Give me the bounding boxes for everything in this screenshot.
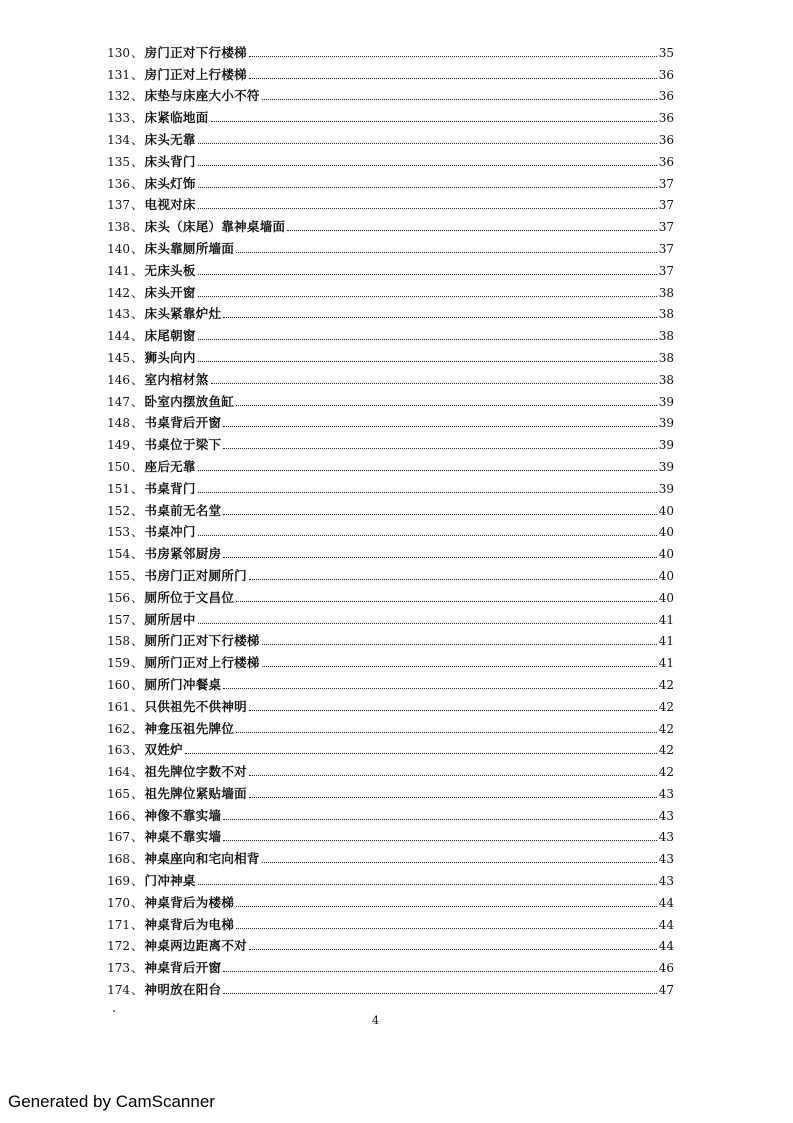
toc-entry bbox=[92, 387, 674, 409]
toc-entry bbox=[92, 539, 674, 561]
toc-entry bbox=[92, 605, 674, 627]
toc-entry-separator: 、 bbox=[131, 458, 144, 474]
toc-entry-number: 133 bbox=[107, 111, 130, 126]
toc-entry-separator: 、 bbox=[131, 328, 144, 344]
toc-entry-separator: 、 bbox=[131, 415, 144, 431]
toc-entry-dot-leader bbox=[236, 600, 657, 602]
toc-entry bbox=[92, 212, 674, 234]
toc-entry-number: 144 bbox=[107, 329, 130, 344]
toc-entry-number: 152 bbox=[107, 503, 130, 518]
toc-entry-number: 157 bbox=[107, 612, 130, 627]
toc-entry-dot-leader bbox=[236, 251, 657, 253]
toc-entry-separator: 、 bbox=[131, 284, 144, 300]
toc-entry-dot-leader bbox=[198, 273, 657, 275]
toc-entry-separator: 、 bbox=[131, 742, 144, 758]
toc-entry-separator: 、 bbox=[131, 393, 144, 409]
toc-entry-page-number: 41 bbox=[658, 612, 674, 627]
toc-entry bbox=[92, 583, 674, 605]
toc-entry-title: 神桌背后为楼梯 bbox=[144, 894, 235, 910]
toc-entry-separator: 、 bbox=[131, 611, 144, 627]
toc-entry-dot-leader bbox=[287, 229, 656, 231]
toc-entry-title: 神桌两边距离不对 bbox=[144, 938, 247, 954]
toc-entry-dot-leader bbox=[223, 425, 656, 427]
toc-entry-page-number: 37 bbox=[658, 263, 674, 278]
toc-entry-page-number: 39 bbox=[658, 438, 674, 453]
toc-entry-title: 神明放在阳台 bbox=[144, 982, 222, 998]
toc-entry bbox=[92, 234, 674, 256]
toc-entry-separator: 、 bbox=[131, 698, 144, 714]
toc-entry-page-number: 47 bbox=[658, 983, 674, 998]
toc-entry bbox=[92, 191, 674, 213]
toc-entry bbox=[92, 866, 674, 888]
toc-entry-dot-leader bbox=[236, 731, 657, 733]
toc-entry-number: 174 bbox=[107, 983, 130, 998]
table-of-contents bbox=[92, 38, 674, 997]
toc-entry-separator: 、 bbox=[131, 131, 144, 147]
toc-entry-title: 床垫与床座大小不符 bbox=[144, 88, 260, 104]
toc-entry-title: 床尾朝窗 bbox=[144, 328, 196, 344]
toc-entry-separator: 、 bbox=[131, 873, 144, 889]
toc-entry-page-number: 44 bbox=[658, 917, 674, 932]
toc-entry-title: 卧室内摆放鱼缸 bbox=[144, 393, 235, 409]
toc-entry bbox=[92, 932, 674, 954]
toc-entry bbox=[92, 518, 674, 540]
toc-entry-title: 书房紧邻厨房 bbox=[144, 546, 222, 562]
toc-entry-page-number: 41 bbox=[658, 656, 674, 671]
toc-entry-number: 166 bbox=[107, 808, 130, 823]
toc-entry-title: 书桌背门 bbox=[144, 480, 196, 496]
toc-entry-separator: 、 bbox=[131, 546, 144, 562]
toc-entry-page-number: 42 bbox=[658, 743, 674, 758]
toc-entry-dot-leader bbox=[223, 513, 656, 515]
toc-entry-number: 172 bbox=[107, 939, 130, 954]
toc-entry bbox=[92, 648, 674, 670]
toc-entry bbox=[92, 910, 674, 932]
toc-entry-title: 房门正对上行楼梯 bbox=[144, 66, 247, 82]
toc-entry bbox=[92, 561, 674, 583]
toc-entry bbox=[92, 300, 674, 322]
toc-entry-dot-leader bbox=[223, 556, 656, 558]
toc-entry-separator: 、 bbox=[131, 219, 144, 235]
toc-entry-number: 150 bbox=[107, 459, 130, 474]
toc-entry-separator: 、 bbox=[131, 524, 144, 540]
toc-entry-title: 狮头向内 bbox=[144, 349, 196, 365]
toc-entry-dot-leader bbox=[185, 752, 657, 754]
toc-entry-page-number: 40 bbox=[658, 568, 674, 583]
toc-entry-dot-leader bbox=[211, 120, 657, 122]
toc-entry-separator: 、 bbox=[131, 567, 144, 583]
toc-entry-title: 座后无靠 bbox=[144, 458, 196, 474]
toc-entry-number: 138 bbox=[107, 220, 130, 235]
toc-entry-separator: 、 bbox=[131, 502, 144, 518]
toc-entry-number: 154 bbox=[107, 547, 130, 562]
toc-entry-page-number: 44 bbox=[658, 939, 674, 954]
toc-entry-dot-leader bbox=[249, 55, 657, 57]
toc-entry-title: 神像不靠实墙 bbox=[144, 807, 222, 823]
toc-entry-number: 158 bbox=[107, 634, 130, 649]
toc-entry-separator: 、 bbox=[131, 240, 144, 256]
toc-entry-number: 134 bbox=[107, 132, 130, 147]
toc-entry-title: 祖先牌位紧贴墙面 bbox=[144, 785, 247, 801]
toc-entry-separator: 、 bbox=[131, 982, 144, 998]
camscanner-watermark: Generated by CamScanner bbox=[8, 1092, 215, 1111]
toc-entry-number: 146 bbox=[107, 372, 130, 387]
toc-entry-dot-leader bbox=[249, 709, 657, 711]
toc-entry-dot-leader bbox=[223, 316, 656, 318]
toc-entry-page-number: 44 bbox=[658, 895, 674, 910]
toc-entry bbox=[92, 147, 674, 169]
toc-entry-title: 祖先牌位字数不对 bbox=[144, 764, 247, 780]
toc-entry-title: 无床头板 bbox=[144, 262, 196, 278]
toc-entry-number: 132 bbox=[107, 89, 130, 104]
toc-entry-title: 厕所门冲餐桌 bbox=[144, 676, 222, 692]
toc-entry-dot-leader bbox=[198, 622, 657, 624]
toc-entry bbox=[92, 38, 674, 60]
toc-entry-dot-leader bbox=[223, 818, 656, 820]
toc-entry-number: 135 bbox=[107, 154, 130, 169]
toc-entry-title: 床头灯饰 bbox=[144, 175, 196, 191]
toc-entry bbox=[92, 452, 674, 474]
toc-entry-page-number: 42 bbox=[658, 677, 674, 692]
toc-entry-separator: 、 bbox=[131, 306, 144, 322]
toc-entry-separator: 、 bbox=[131, 88, 144, 104]
toc-entry-page-number: 37 bbox=[658, 176, 674, 191]
toc-entry bbox=[92, 278, 674, 300]
toc-entry-number: 153 bbox=[107, 525, 130, 540]
toc-entry bbox=[92, 343, 674, 365]
toc-entry-dot-leader bbox=[236, 404, 657, 406]
toc-entry bbox=[92, 801, 674, 823]
toc-entry bbox=[92, 736, 674, 758]
toc-entry-page-number: 40 bbox=[658, 590, 674, 605]
toc-entry-separator: 、 bbox=[131, 807, 144, 823]
toc-entry-separator: 、 bbox=[131, 894, 144, 910]
toc-entry-separator: 、 bbox=[131, 655, 144, 671]
toc-entry-number: 162 bbox=[107, 721, 130, 736]
toc-entry-separator: 、 bbox=[131, 785, 144, 801]
toc-entry-page-number: 36 bbox=[658, 154, 674, 169]
toc-entry-title: 神桌不靠实墙 bbox=[144, 829, 222, 845]
toc-entry-dot-leader bbox=[236, 927, 657, 929]
toc-entry-page-number: 36 bbox=[658, 89, 674, 104]
toc-entry-separator: 、 bbox=[131, 175, 144, 191]
toc-entry-title: 厕所位于文昌位 bbox=[144, 589, 235, 605]
toc-entry-separator: 、 bbox=[131, 371, 144, 387]
toc-entry-dot-leader bbox=[262, 643, 657, 645]
toc-entry-dot-leader bbox=[198, 883, 657, 885]
toc-entry-page-number: 42 bbox=[658, 699, 674, 714]
toc-entry-dot-leader bbox=[198, 360, 657, 362]
toc-entry-separator: 、 bbox=[131, 916, 144, 932]
toc-entry-separator: 、 bbox=[131, 153, 144, 169]
toc-entry-number: 143 bbox=[107, 307, 130, 322]
toc-entry bbox=[92, 627, 674, 649]
toc-entry-separator: 、 bbox=[131, 829, 144, 845]
toc-entry-number: 170 bbox=[107, 895, 130, 910]
toc-entry-page-number: 46 bbox=[658, 961, 674, 976]
toc-entry-number: 131 bbox=[107, 67, 130, 82]
toc-entry-title: 神桌背后开窗 bbox=[144, 960, 222, 976]
toc-entry-number: 136 bbox=[107, 176, 130, 191]
toc-entry-separator: 、 bbox=[131, 44, 144, 60]
toc-entry-title: 床头开窗 bbox=[144, 284, 196, 300]
toc-entry-page-number: 35 bbox=[658, 45, 674, 60]
toc-entry bbox=[92, 888, 674, 910]
toc-entry-number: 141 bbox=[107, 263, 130, 278]
toc-entry-dot-leader bbox=[198, 164, 657, 166]
toc-entry-page-number: 38 bbox=[658, 285, 674, 300]
toc-entry-number: 155 bbox=[107, 568, 130, 583]
toc-entry-separator: 、 bbox=[131, 262, 144, 278]
toc-entry-dot-leader bbox=[249, 77, 657, 79]
toc-entry-dot-leader bbox=[223, 970, 656, 972]
toc-entry-number: 156 bbox=[107, 590, 130, 605]
toc-entry-dot-leader bbox=[249, 578, 657, 580]
toc-entry-number: 147 bbox=[107, 394, 130, 409]
toc-entry bbox=[92, 103, 674, 125]
toc-entry bbox=[92, 409, 674, 431]
toc-entry bbox=[92, 125, 674, 147]
toc-entry bbox=[92, 256, 674, 278]
toc-entry-page-number: 38 bbox=[658, 350, 674, 365]
toc-entry-title: 厕所门正对下行楼梯 bbox=[144, 633, 260, 649]
toc-entry-separator: 、 bbox=[131, 960, 144, 976]
toc-entry-page-number: 42 bbox=[658, 721, 674, 736]
toc-entry bbox=[92, 953, 674, 975]
toc-entry-separator: 、 bbox=[131, 437, 144, 453]
toc-entry-dot-leader bbox=[223, 992, 656, 994]
toc-entry bbox=[92, 779, 674, 801]
toc-entry bbox=[92, 844, 674, 866]
toc-entry-page-number: 43 bbox=[658, 786, 674, 801]
toc-entry-dot-leader bbox=[223, 447, 656, 449]
toc-entry bbox=[92, 365, 674, 387]
toc-entry-separator: 、 bbox=[131, 589, 144, 605]
toc-entry-number: 140 bbox=[107, 241, 130, 256]
page-number: 4 bbox=[372, 1014, 379, 1027]
toc-entry-dot-leader bbox=[198, 338, 657, 340]
toc-entry-dot-leader bbox=[198, 491, 657, 493]
toc-entry-page-number: 38 bbox=[658, 372, 674, 387]
toc-entry-page-number: 37 bbox=[658, 220, 674, 235]
toc-entry bbox=[92, 169, 674, 191]
toc-entry-number: 169 bbox=[107, 874, 130, 889]
toc-entry-page-number: 39 bbox=[658, 394, 674, 409]
toc-entry-title: 门冲神桌 bbox=[144, 873, 196, 889]
toc-entry bbox=[92, 692, 674, 714]
toc-entry bbox=[92, 60, 674, 82]
toc-entry-number: 145 bbox=[107, 350, 130, 365]
toc-entry-page-number: 36 bbox=[658, 67, 674, 82]
toc-entry-dot-leader bbox=[198, 534, 657, 536]
toc-entry-title: 书桌背后开窗 bbox=[144, 415, 222, 431]
toc-entry bbox=[92, 975, 674, 997]
toc-entry-page-number: 38 bbox=[658, 329, 674, 344]
toc-entry-number: 130 bbox=[107, 45, 130, 60]
toc-entry-number: 165 bbox=[107, 786, 130, 801]
toc-entry-dot-leader bbox=[198, 469, 657, 471]
toc-entry-dot-leader bbox=[198, 186, 657, 188]
toc-entry-dot-leader bbox=[211, 382, 657, 384]
toc-entry-title: 书桌冲门 bbox=[144, 524, 196, 540]
toc-entry-title: 电视对床 bbox=[144, 197, 196, 213]
toc-entry bbox=[92, 82, 674, 104]
toc-entry-title: 室内棺材煞 bbox=[144, 371, 209, 387]
toc-entry-dot-leader bbox=[262, 861, 657, 863]
toc-entry-separator: 、 bbox=[131, 66, 144, 82]
toc-entry-page-number: 42 bbox=[658, 765, 674, 780]
toc-entry-title: 神桌背后为电梯 bbox=[144, 916, 235, 932]
toc-entry-page-number: 37 bbox=[658, 198, 674, 213]
toc-entry-number: 137 bbox=[107, 198, 130, 213]
toc-entry-number: 161 bbox=[107, 699, 130, 714]
toc-entry-page-number: 43 bbox=[658, 874, 674, 889]
toc-entry-title: 房门正对下行楼梯 bbox=[144, 44, 247, 60]
toc-entry-title: 床紧临地面 bbox=[144, 110, 209, 126]
toc-entry bbox=[92, 474, 674, 496]
toc-entry-dot-leader bbox=[262, 98, 657, 100]
toc-entry-title: 书桌位于梁下 bbox=[144, 437, 222, 453]
toc-entry-separator: 、 bbox=[131, 349, 144, 365]
toc-entry-page-number: 40 bbox=[658, 525, 674, 540]
toc-entry bbox=[92, 823, 674, 845]
toc-entry-separator: 、 bbox=[131, 676, 144, 692]
toc-entry-separator: 、 bbox=[131, 633, 144, 649]
toc-entry-title: 床头（床尾）靠神桌墙面 bbox=[144, 219, 286, 235]
toc-entry-separator: 、 bbox=[131, 938, 144, 954]
toc-entry bbox=[92, 670, 674, 692]
toc-entry-title: 床头靠厕所墙面 bbox=[144, 240, 235, 256]
toc-entry bbox=[92, 321, 674, 343]
toc-entry-page-number: 38 bbox=[658, 307, 674, 322]
toc-entry-title: 厕所门正对上行楼梯 bbox=[144, 655, 260, 671]
toc-entry-number: 148 bbox=[107, 416, 130, 431]
toc-entry-number: 149 bbox=[107, 438, 130, 453]
toc-entry-dot-leader bbox=[236, 905, 657, 907]
toc-entry-title: 双姓炉 bbox=[144, 742, 183, 758]
toc-entry-page-number: 43 bbox=[658, 852, 674, 867]
toc-entry-page-number: 41 bbox=[658, 634, 674, 649]
toc-entry-number: 168 bbox=[107, 852, 130, 867]
toc-entry-title: 书桌前无名堂 bbox=[144, 502, 222, 518]
toc-entry-separator: 、 bbox=[131, 197, 144, 213]
toc-entry-title: 厕所居中 bbox=[144, 611, 196, 627]
toc-entry-dot-leader bbox=[249, 796, 657, 798]
toc-entry-page-number: 40 bbox=[658, 503, 674, 518]
toc-entry-separator: 、 bbox=[131, 851, 144, 867]
toc-entry-page-number: 40 bbox=[658, 547, 674, 562]
toc-entry-number: 171 bbox=[107, 917, 130, 932]
toc-entry-separator: 、 bbox=[131, 110, 144, 126]
toc-entry-number: 164 bbox=[107, 765, 130, 780]
toc-entry-page-number: 36 bbox=[658, 111, 674, 126]
toc-entry-number: 142 bbox=[107, 285, 130, 300]
toc-entry-number: 151 bbox=[107, 481, 130, 496]
toc-entry-separator: 、 bbox=[131, 764, 144, 780]
toc-entry-page-number: 39 bbox=[658, 416, 674, 431]
toc-entry bbox=[92, 714, 674, 736]
toc-entry-dot-leader bbox=[198, 207, 657, 209]
toc-entry bbox=[92, 496, 674, 518]
toc-entry-number: 167 bbox=[107, 830, 130, 845]
toc-entry-dot-leader bbox=[262, 665, 657, 667]
toc-entry bbox=[92, 430, 674, 452]
toc-entry-separator: 、 bbox=[131, 480, 144, 496]
toc-entry-dot-leader bbox=[198, 142, 657, 144]
toc-entry-page-number: 36 bbox=[658, 132, 674, 147]
toc-entry-title: 书房门正对厕所门 bbox=[144, 567, 247, 583]
toc-entry-number: 173 bbox=[107, 961, 130, 976]
toc-entry-title: 床头无靠 bbox=[144, 131, 196, 147]
toc-entry-dot-leader bbox=[223, 839, 656, 841]
toc-entry-number: 160 bbox=[107, 677, 130, 692]
toc-entry-dot-leader bbox=[249, 774, 657, 776]
toc-entry-separator: 、 bbox=[131, 720, 144, 736]
toc-entry-page-number: 39 bbox=[658, 459, 674, 474]
toc-entry-page-number: 43 bbox=[658, 830, 674, 845]
toc-entry-dot-leader bbox=[223, 687, 656, 689]
scan-speck bbox=[113, 1010, 115, 1012]
toc-entry-page-number: 37 bbox=[658, 241, 674, 256]
toc-entry-title: 只供祖先不供神明 bbox=[144, 698, 247, 714]
toc-entry-title: 床头背门 bbox=[144, 153, 196, 169]
toc-entry-title: 神龛压祖先牌位 bbox=[144, 720, 235, 736]
toc-entry bbox=[92, 757, 674, 779]
toc-entry-page-number: 43 bbox=[658, 808, 674, 823]
toc-entry-number: 159 bbox=[107, 656, 130, 671]
toc-entry-number: 163 bbox=[107, 743, 130, 758]
toc-entry-title: 神桌座向和宅向相背 bbox=[144, 851, 260, 867]
toc-entry-dot-leader bbox=[198, 295, 657, 297]
toc-entry-title: 床头紧靠炉灶 bbox=[144, 306, 222, 322]
toc-entry-dot-leader bbox=[249, 948, 657, 950]
toc-entry-page-number: 39 bbox=[658, 481, 674, 496]
